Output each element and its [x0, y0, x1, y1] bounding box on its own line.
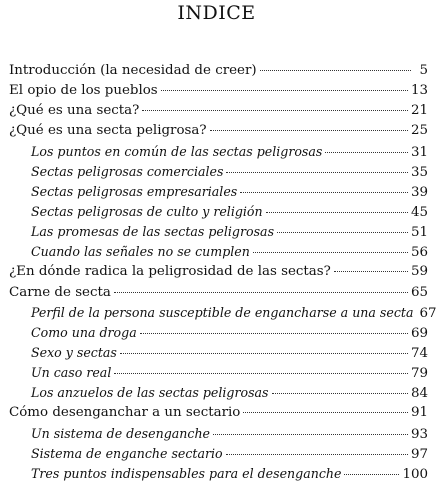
toc-entry-label: Introducción (la necesidad de creer) [9, 63, 257, 78]
toc-subentry [9, 466, 428, 486]
dot-leader [140, 333, 408, 334]
toc-entry-label: Cuando las señales no se cumplen [31, 244, 250, 260]
toc-page-number: 100 [402, 466, 428, 482]
dot-leader [226, 172, 408, 173]
toc-subentry [9, 345, 428, 365]
toc-page-number: 13 [410, 83, 428, 99]
dot-leader [114, 292, 408, 293]
toc-page-number: 31 [410, 144, 428, 160]
table-of-contents [9, 63, 437, 486]
toc-entry [9, 264, 428, 284]
toc-entry-label: El opio de los pueblos [9, 83, 158, 99]
toc-entry-label: Como una droga [31, 324, 137, 340]
toc-entry [9, 123, 428, 143]
toc-entry-label: ¿Qué es una secta peligrosa? [9, 123, 207, 139]
toc-subentry [9, 325, 428, 345]
toc-entry-label: Los anzuelos de las sectas peligrosas [31, 385, 269, 401]
toc-page-number: 91 [410, 405, 428, 421]
dot-leader [120, 353, 408, 354]
toc-page-number: 74 [410, 345, 428, 361]
toc-page-number: 25 [410, 123, 428, 139]
toc-entry-label: ¿En dónde radica la peligrosidad de las sectas? [9, 264, 331, 280]
toc-entry-label: Sistema de enganche sectario [31, 445, 223, 461]
toc-entry [9, 103, 428, 123]
toc-page-number: 67 [419, 305, 437, 321]
toc-entry [9, 83, 428, 103]
toc-page-number: 35 [410, 164, 428, 180]
dot-leader [325, 152, 408, 153]
dot-leader [226, 454, 408, 455]
toc-subentry [9, 365, 428, 385]
toc-subentry [9, 144, 428, 164]
dot-leader [272, 393, 408, 394]
toc-page-number: 56 [410, 245, 428, 261]
toc-page-number: 97 [410, 446, 428, 462]
dot-leader [334, 271, 408, 272]
toc-subentry [9, 164, 428, 184]
page-title: INDICE [177, 2, 256, 24]
toc-page-number: 93 [410, 426, 428, 442]
toc-entry-label: Los puntos en común de las sectas peligrosas [31, 143, 323, 159]
dot-leader [240, 192, 408, 193]
toc-subentry [9, 304, 437, 325]
toc-entry-label: Tres puntos indispensables para el desenganche [31, 465, 342, 481]
dot-leader [161, 90, 408, 91]
toc-page-number: 79 [410, 366, 428, 382]
toc-page-number: 59 [410, 264, 428, 280]
toc-subentry [9, 385, 428, 405]
dot-leader [213, 434, 408, 435]
toc-page-number: 39 [410, 184, 428, 200]
toc-entry-label: ¿Qué es una secta? [9, 103, 140, 119]
toc-page-number: 51 [410, 225, 428, 241]
toc-entry-label: Un caso real [31, 365, 112, 381]
toc-entry-label: Sexo y sectas [31, 344, 117, 360]
toc-page-number: 84 [410, 386, 428, 402]
toc-entry-label: Carne de secta [9, 284, 111, 300]
toc-entry-label: Sectas peligrosas de culto y religión [31, 203, 263, 219]
toc-entry [9, 285, 428, 305]
toc-subentry [9, 244, 428, 264]
dot-leader [260, 70, 411, 71]
toc-subentry [9, 426, 428, 446]
toc-page-number: 45 [410, 204, 428, 220]
toc-page-number: 5 [419, 63, 428, 78]
dot-leader [344, 474, 399, 475]
dot-leader [266, 212, 408, 213]
toc-page-number: 21 [410, 103, 428, 119]
toc-page-number: 65 [410, 284, 428, 300]
toc-page-number: 69 [410, 325, 428, 341]
toc-subentry [9, 446, 428, 466]
toc-entry-label: Cómo desenganchar a un sectario [9, 405, 241, 421]
toc-entry-label: Perfil de la persona susceptible de engancharse a una secta [31, 304, 414, 320]
toc-entry-label: Un sistema de desenganche [31, 425, 211, 441]
dot-leader [253, 252, 408, 253]
toc-entry-label: Sectas peligrosas comerciales [31, 163, 224, 179]
toc-subentry [9, 224, 428, 244]
dot-leader [114, 373, 408, 374]
toc-subentry [9, 204, 428, 224]
dot-leader [277, 232, 408, 233]
dot-leader [210, 130, 408, 131]
toc-entry-label: Sectas peligrosas empresariales [31, 183, 238, 199]
dot-leader [243, 412, 408, 413]
dot-leader [142, 110, 408, 111]
toc-entry [9, 405, 428, 425]
toc-entry-label: Las promesas de las sectas peligrosas [31, 224, 275, 240]
toc-entry [9, 63, 428, 83]
toc-subentry [9, 184, 428, 204]
